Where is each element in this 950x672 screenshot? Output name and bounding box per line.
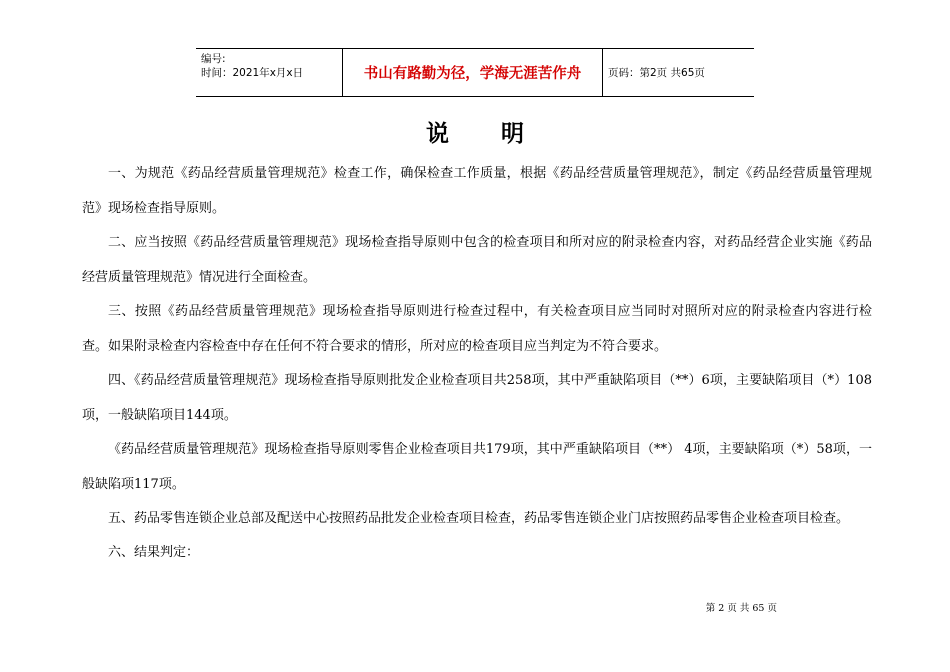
- page-footer: 第 2 页 共 65 页: [705, 603, 777, 614]
- document-header: [196, 48, 754, 97]
- page-title: 说 明: [425, 121, 546, 147]
- header-motto: 书山有路勤为径，学海无涯苦作舟: [342, 49, 603, 96]
- document-time-label: 时间：2021年x月x日: [201, 67, 304, 79]
- document-number-label: 编号:: [201, 53, 226, 65]
- paragraph-1: 一、为规范《药品经营质量管理规范》检查工作，确保检查工作质量，根据《药品经营质量管理规范》，制定《药品经营质量管理规范》现场检查指导原则。: [82, 166, 872, 216]
- header-page-info: 页码：第2页 共65页: [608, 67, 705, 79]
- paragraph-2: 二、应当按照《药品经营质量管理规范》现场检查指导原则中包含的检查项目和所对应的附录检查内容，对药品经营企业实施《药品经营质量管理规范》情况进行全面检查。: [82, 235, 872, 285]
- header-meta: [196, 49, 342, 96]
- paragraph-3: 三、按照《药品经营质量管理规范》现场检查指导原则进行检查过程中，有关检查项目应当同时对照所对应的附录检查内容进行检查。如果附录检查内容检查中存在任何不符合要求的情形，所对应的检查项目应当判定为不符合要求。: [82, 304, 872, 354]
- paragraph-6: 五、药品零售连锁企业总部及配送中心按照药品批发企业检查项目检查，药品零售连锁企业门店按照药品零售企业检查项目检查。: [108, 511, 850, 526]
- paragraph-4: 四、《药品经营质量管理规范》现场检查指导原则批发企业检查项目共258项，其中严重缺陷项目（**）6项，主要缺陷项目（*）108项，一般缺陷项目144项。: [82, 373, 872, 423]
- paragraph-7: 六、结果判定：: [108, 545, 200, 560]
- paragraph-5: 《药品经营质量管理规范》现场检查指导原则零售企业检查项目共179项，其中严重缺陷项目（**） 4项，主要缺陷项（*）58项，一般缺陷项117项。: [82, 442, 872, 492]
